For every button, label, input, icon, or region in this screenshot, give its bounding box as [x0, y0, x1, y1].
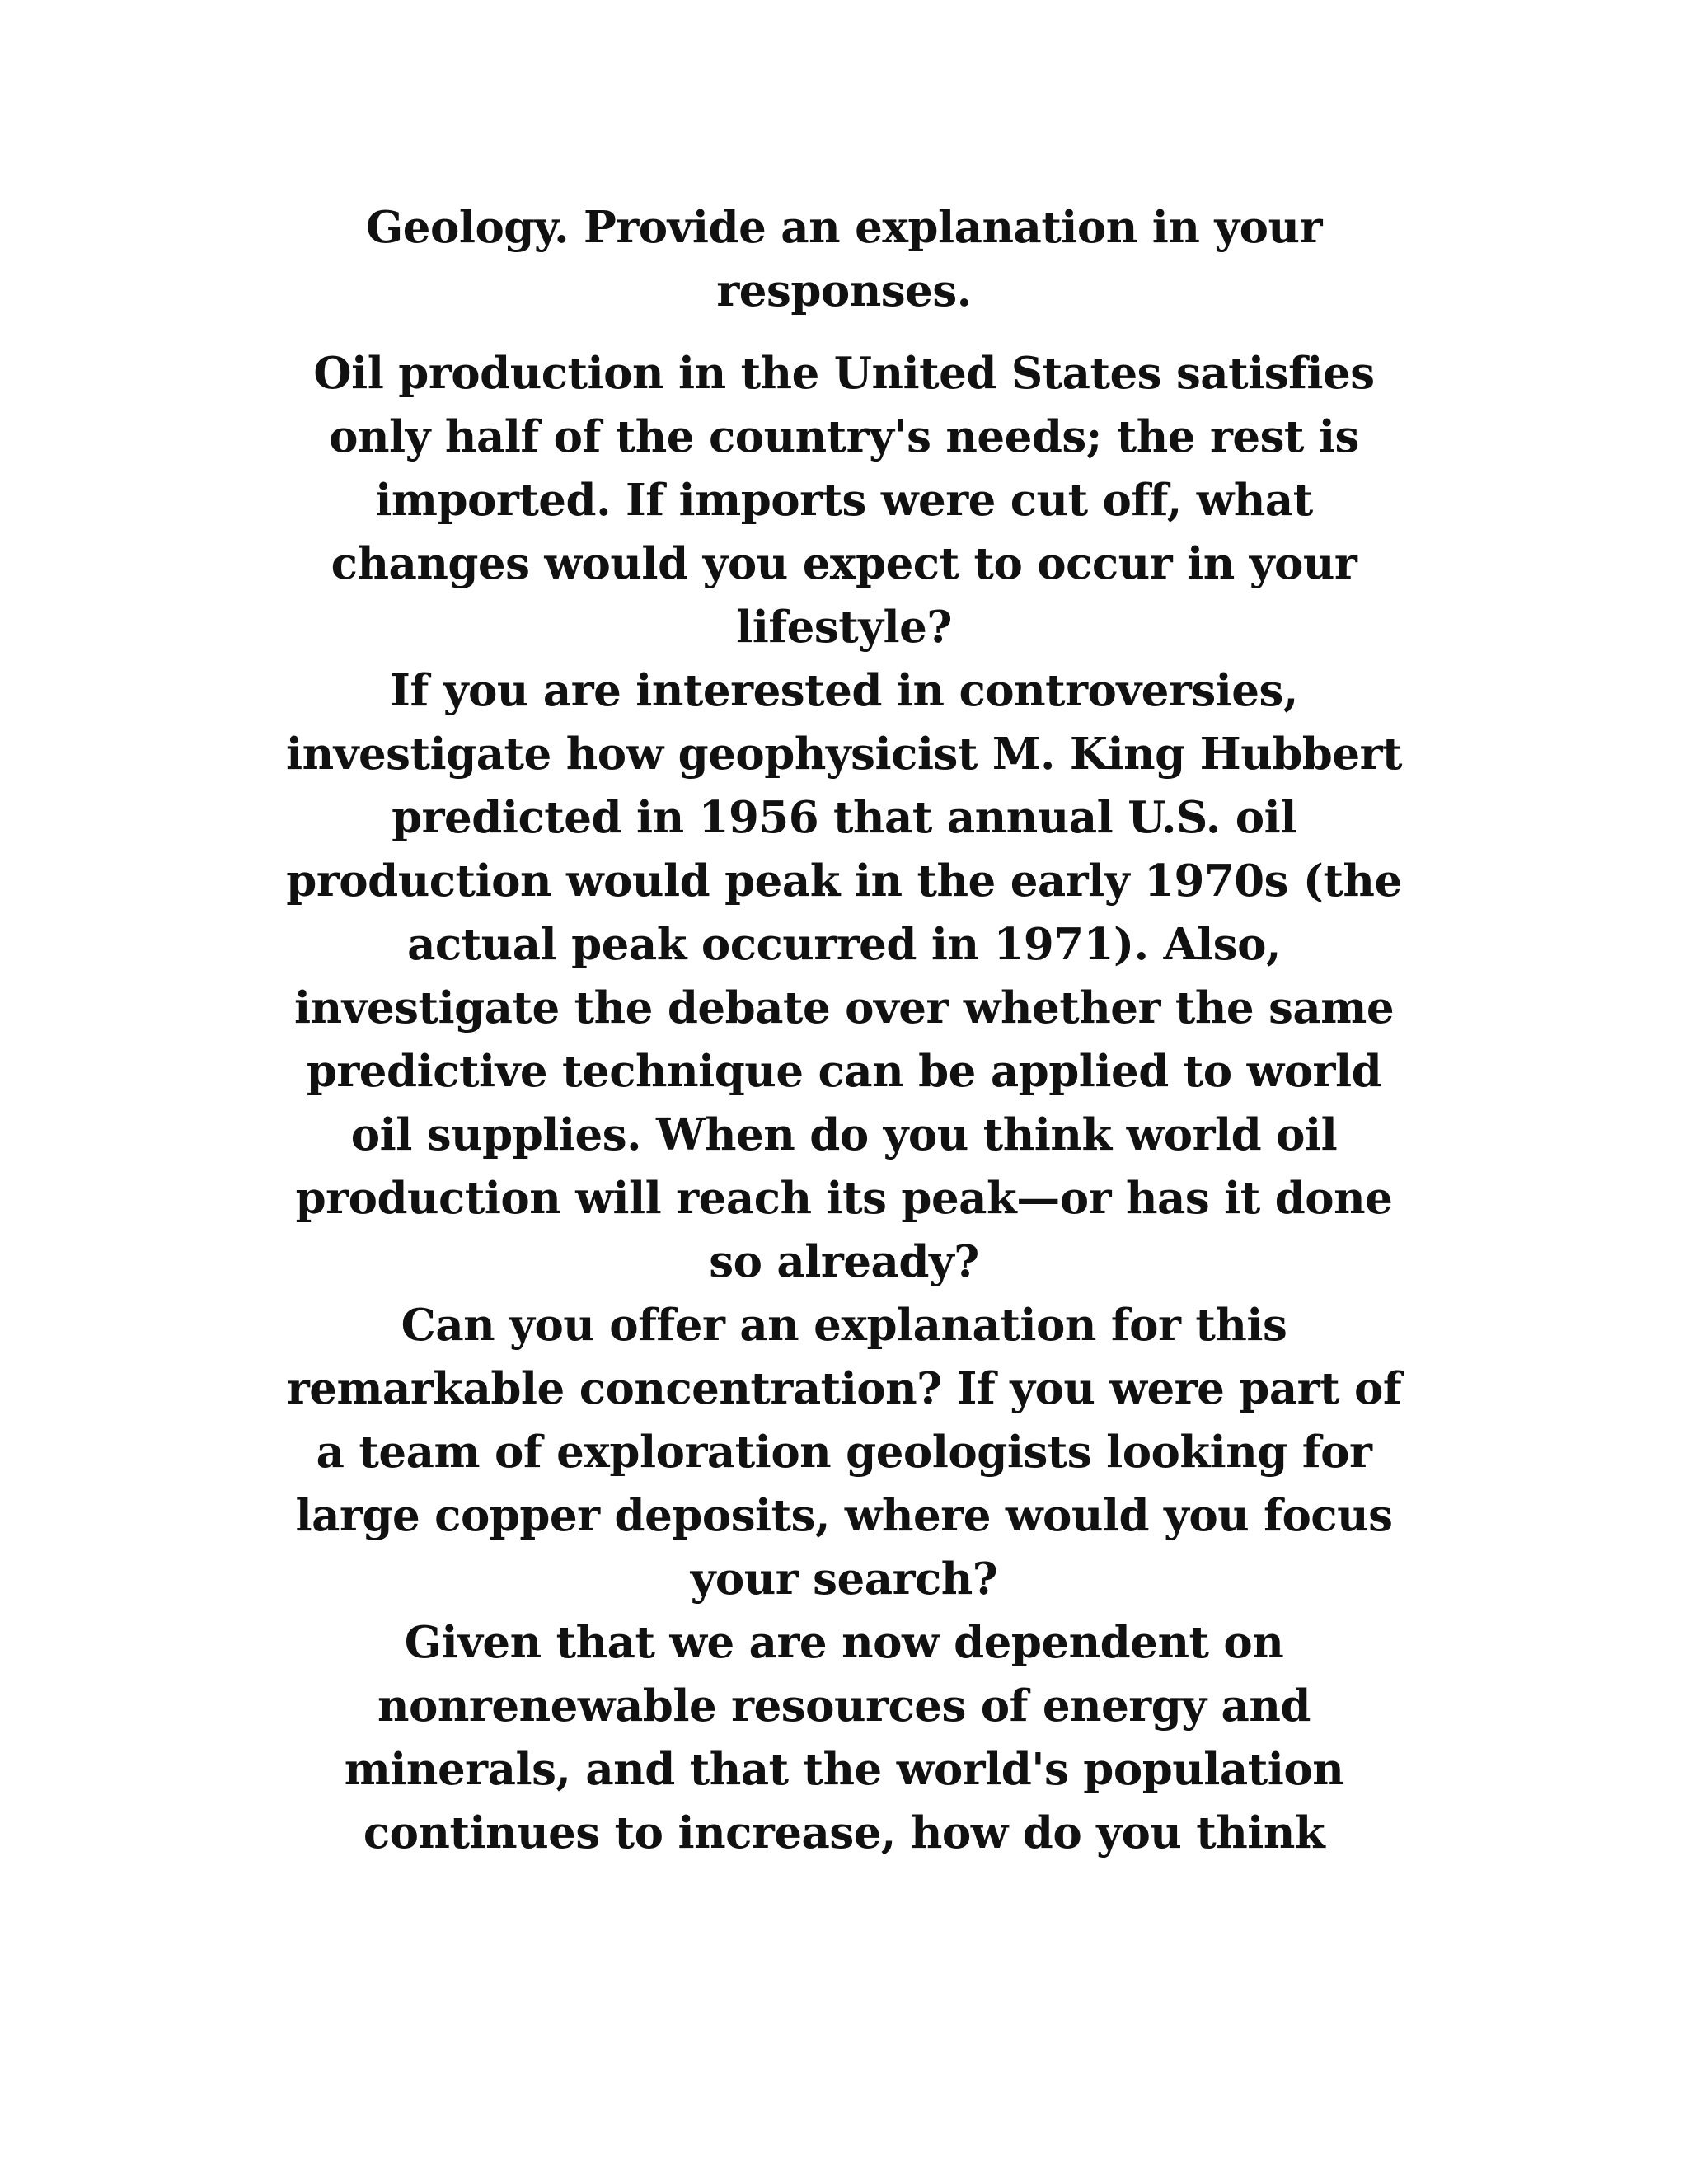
text-line: continues to increase, how do you think	[363, 1807, 1325, 1858]
title-line: Geology. Provide an explanation in your	[365, 202, 1322, 253]
question-paragraph-hubbert	[239, 659, 1449, 1294]
text-line: investigate how geophysicist M. King Hubbert	[286, 729, 1402, 780]
text-line: If you are interested in controversies,	[390, 665, 1298, 716]
text-line: Given that we are now dependent on	[404, 1617, 1284, 1668]
text-line: nonrenewable resources of energy and	[377, 1680, 1311, 1732]
text-line: Oil production in the United States satisfies	[313, 348, 1375, 399]
text-line: oil supplies. When do you think world oil	[350, 1109, 1338, 1160]
text-line: actual peak occurred in 1971). Also,	[407, 919, 1281, 970]
question-paragraph-copper	[239, 1294, 1449, 1611]
text-line: Can you offer an explanation for this	[401, 1300, 1287, 1351]
text-line: predicted in 1956 that annual U.S. oil	[392, 792, 1296, 843]
text-line: so already?	[709, 1236, 979, 1287]
text-line: investigate the debate over whether the same	[293, 982, 1395, 1033]
title-line: responses.	[716, 265, 972, 316]
text-line: lifestyle?	[736, 602, 952, 653]
text-line: production would peak in the early 1970s (the	[286, 855, 1402, 907]
text-line: only half of the country's needs; the rest is	[329, 411, 1359, 462]
document-body	[239, 196, 1449, 1865]
text-line: remarkable concentration? If you were part of	[286, 1363, 1402, 1414]
text-line: minerals, and that the world's population	[344, 1744, 1344, 1795]
text-line: predictive technique can be applied to world	[306, 1046, 1382, 1097]
text-line: a team of exploration geologists looking for	[316, 1427, 1372, 1478]
question-paragraph-nonrenewable	[239, 1611, 1449, 1865]
text-line: large copper deposits, where would you focus	[295, 1490, 1393, 1541]
text-line: production will reach its peak—or has it done	[295, 1173, 1393, 1224]
text-line: imported. If imports were cut off, what	[375, 475, 1313, 526]
text-line: your search?	[690, 1554, 998, 1605]
page-title	[239, 196, 1449, 323]
text-line: changes would you expect to occur in your	[331, 538, 1357, 589]
question-paragraph-oil-imports	[239, 342, 1449, 659]
